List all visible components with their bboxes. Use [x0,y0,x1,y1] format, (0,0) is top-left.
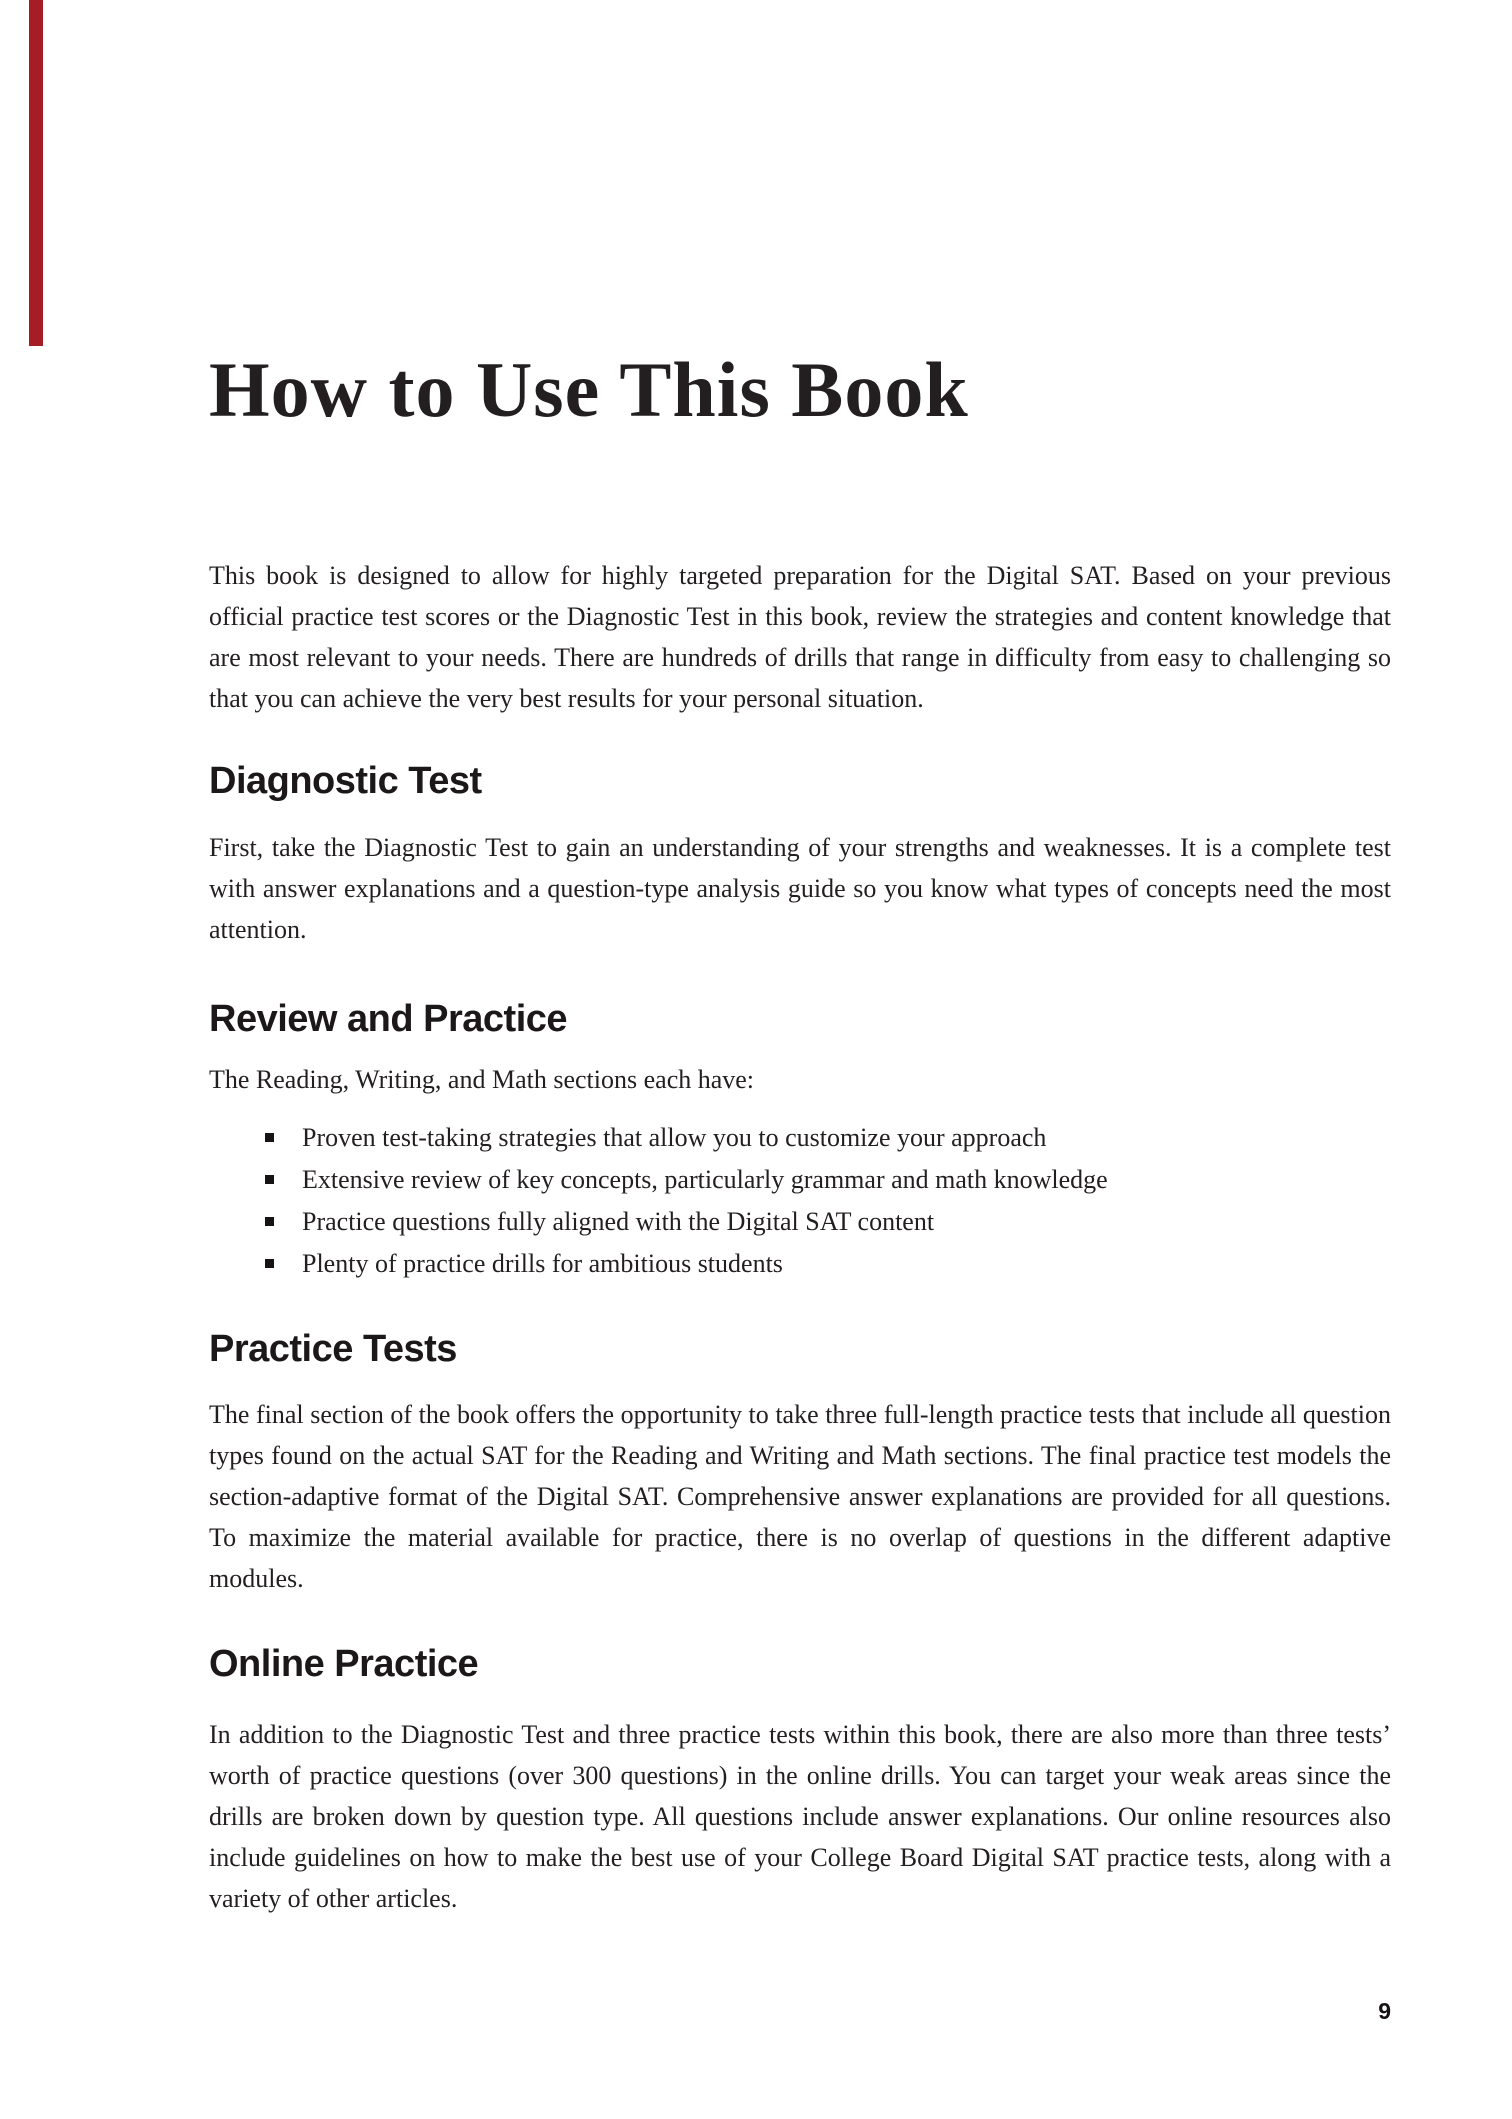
list-item [209,1201,1391,1243]
bullet-square-icon [265,1217,274,1226]
online-practice-paragraph: In addition to the Diagnostic Test and three practice tests within this book, there are also more than three tests’ worth of practice questions (over 300 questions) in the online drills. You can target your weak areas since the drills are broken down by question type. All questions include answer explanations. Our online resources also include guidelines on how to make the best use of your College Board Digital SAT practice tests, along with a variety of other articles. [209,1720,1391,1913]
chapter-edge-tab [29,0,43,346]
section-heading-online-practice: Online Practice [209,1643,479,1685]
practice-tests-paragraph: The final section of the book offers the opportunity to take three full-length practice tests that include all question types found on the actual SAT for the Reading and Writing and Math sections. The final practice test models the section-adaptive format of the Digital SAT. Comprehensive answer explanations are provided for all questions. To maximize the material available for practice, there is no overlap of questions in the different adaptive modules. [209,1400,1391,1593]
section-heading-practice-tests: Practice Tests [209,1328,457,1370]
list-item [209,1243,1391,1285]
bullet-text: Proven test-taking strategies that allow you to customize your approach [302,1123,1047,1152]
bullet-text: Extensive review of key concepts, particularly grammar and math knowledge [302,1165,1108,1194]
bullet-square-icon [265,1259,274,1268]
bullet-text: Plenty of practice drills for ambitious students [302,1249,783,1278]
bullet-square-icon [265,1175,274,1184]
review-and-practice-paragraph: The Reading, Writing, and Math sections each have: [209,1065,755,1094]
list-item [209,1159,1391,1201]
list-item [209,1117,1391,1159]
section-heading-review-and-practice: Review and Practice [209,998,568,1040]
chapter-title: How to Use This Book [209,346,969,433]
bullet-square-icon [265,1133,274,1142]
review-and-practice-bullet-list [209,1117,1391,1285]
intro-paragraph: This book is designed to allow for highly targeted preparation for the Digital SAT. Based on your previous official practice test scores or the Diagnostic Test in this book, review the strategies and content knowledge that are most relevant to your needs. There are hundreds of drills that range in difficulty from easy to challenging so that you can achieve the very best results for your personal situation. [209,561,1391,713]
diagnostic-test-paragraph: First, take the Diagnostic Test to gain an understanding of your strengths and weaknesses. It is a complete test with answer explanations and a question-type analysis guide so you know what types of concepts need the most attention. [209,833,1391,944]
bullet-text: Practice questions fully aligned with the Digital SAT content [302,1207,935,1236]
page-number: 9 [1378,1998,1391,2024]
section-heading-diagnostic-test: Diagnostic Test [209,760,482,802]
